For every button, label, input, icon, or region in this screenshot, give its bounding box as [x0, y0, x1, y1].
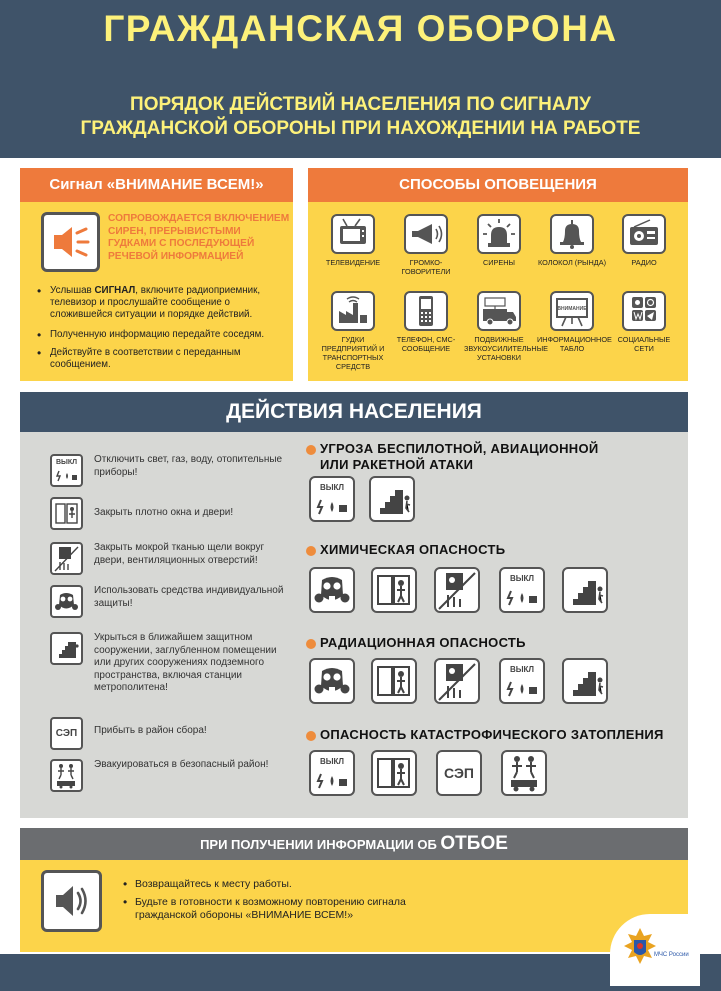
notif-item-radio: [609, 214, 679, 267]
legend-text: Прибыть в район сбора!: [94, 725, 207, 736]
threat-heading-radiation: РАДИАЦИОННАЯ ОПАСНОСТЬ: [306, 635, 526, 651]
legend-text: Использовать средства индивидуальной защиты!: [94, 585, 284, 609]
seal-gaps-icon: [434, 567, 480, 613]
gas-mask-icon: [50, 585, 83, 618]
gas-mask-icon: [309, 567, 355, 613]
all-clear-heading: ПРИ ПОЛУЧЕНИИ ИНФОРМАЦИИ ОБ ОТБОЕ: [20, 828, 688, 860]
mchs-emblem-icon: [620, 924, 660, 972]
shelter-icon: [369, 476, 415, 522]
legend-text: Закрыть мокрой тканью щели вокруг двери, вентиляционных отверстий!: [94, 542, 265, 566]
population-actions-panel: [20, 392, 688, 818]
sep-icon: СЭП: [436, 750, 482, 796]
board-text: ВНИМАНИЕ: [557, 306, 587, 312]
close-windows-icon: [371, 567, 417, 613]
social-networks-icon: [622, 291, 666, 331]
legend-text: Укрыться в ближайшем защитном сооружении, заглубленном помещении или других сооружениях подземного пространства, включая станции метрополитена!: [94, 632, 277, 693]
page-subtitle: [0, 93, 721, 141]
notif-item-sound-trucks: [464, 291, 549, 362]
close-windows-icon: [371, 750, 417, 796]
signal-panel: [20, 168, 293, 381]
notif-item-social: [609, 291, 679, 353]
switch-off-icon: ВЫКЛ: [309, 750, 355, 796]
all-clear-bullet-1: • Возвращайтесь к месту работы.: [123, 878, 453, 891]
threat-heading-attack: УГРОЗА БЕСПИЛОТНОЙ, АВИАЦИОННОЙ ИЛИ РАКЕТНОЙ АТАКИ: [306, 441, 599, 473]
switch-off-icon: ВЫКЛ: [50, 454, 83, 487]
notif-label: СИРЕНЫ: [483, 258, 515, 267]
all-clear-bullet-2: • Будьте в готовности к возможному повторению сигнала гражданской обороны «ВНИМАНИЕ ВСЕМ!»: [123, 896, 453, 922]
threat-heading-flood: ОПАСНОСТЬ КАТАСТРОФИЧЕСКОГО ЗАТОПЛЕНИЯ: [306, 727, 664, 743]
signal-bullet-1: • Услышав СИГНАЛ, включите радиоприемник, телевизор и прослушайте сообщение о сложившейся ситуации и порядке действий.: [38, 285, 288, 321]
notif-item-info-board: [537, 291, 612, 353]
notif-item-tv: [318, 214, 388, 267]
info-board-icon: [550, 291, 594, 331]
subtitle-line-2: ГРАЖДАНСКОЙ ОБОРОНЫ ПРИ НАХОЖДЕНИИ НА РАБОТЕ: [80, 118, 641, 139]
legend-text: Отключить свет, газ, воду, отопительные приборы!: [94, 454, 283, 478]
signal-bullet-2: • Полученную информацию передайте соседям.: [38, 329, 288, 341]
notif-label: СОЦИАЛЬНЫЕ СЕТИ: [617, 335, 671, 353]
notif-label: ГРОМКО-ГОВОРИТЕЛИ: [401, 258, 451, 276]
gas-mask-icon: [309, 658, 355, 704]
close-windows-icon: [50, 497, 83, 530]
tv-icon: [331, 214, 375, 254]
legend-text: Эвакуироваться в безопасный район!: [94, 759, 269, 770]
notif-label: ПОДВИЖНЫЕ ЗВУКОУСИЛИТЕЛЬНЫЕ УСТАНОВКИ: [464, 335, 549, 362]
subtitle-line-1: ПОРЯДОК ДЕЙСТВИЙ НАСЕЛЕНИЯ ПО СИГНАЛУ: [130, 94, 591, 115]
notif-item-bell: [537, 214, 607, 267]
bullet-dot: [306, 731, 316, 741]
actions-heading: ДЕЙСТВИЯ НАСЕЛЕНИЯ: [20, 392, 688, 432]
sep-icon: СЭП: [50, 717, 83, 750]
notif-label: КОЛОКОЛ (РЫНДА): [537, 258, 607, 267]
factory-horn-icon: [331, 291, 375, 331]
emblem-caption: МЧС России: [654, 952, 689, 958]
threat-heading-chemical: ХИМИЧЕСКАЯ ОПАСНОСТЬ: [306, 542, 505, 558]
notif-item-horns: [318, 291, 388, 371]
seal-gaps-icon: [434, 658, 480, 704]
notification-heading: СПОСОБЫ ОПОВЕЩЕНИЯ: [308, 168, 688, 202]
notif-label: ИНФОРМАЦИОННОЕ ТАБЛО: [537, 335, 612, 353]
notif-item-sirens: [464, 214, 534, 267]
siren-icon: [477, 214, 521, 254]
speaker-icon: [41, 870, 102, 932]
switch-off-icon: ВЫКЛ: [309, 476, 355, 522]
close-windows-icon: [371, 658, 417, 704]
notif-label: ГУДКИ ПРЕДПРИЯТИЙ И ТРАНСПОРТНЫХ СРЕДСТВ: [321, 335, 385, 371]
notif-label: РАДИО: [631, 258, 657, 267]
all-clear-panel: [20, 828, 688, 952]
notif-item-phone: [391, 291, 461, 353]
legend-text: Закрыть плотно окна и двери!: [94, 507, 234, 518]
switch-off-icon: ВЫКЛ: [499, 567, 545, 613]
bell-icon: [550, 214, 594, 254]
notif-label: ТЕЛЕФОН, СМС-СООБЩЕНИЕ: [396, 335, 456, 353]
sound-truck-icon: [477, 291, 521, 331]
loudspeaker-icon: [404, 214, 448, 254]
notification-methods-panel: [308, 168, 688, 381]
seal-gaps-icon: [50, 542, 83, 575]
switch-off-icon: ВЫКЛ: [499, 658, 545, 704]
evacuate-icon: [501, 750, 547, 796]
bullet-dot: [306, 445, 316, 455]
shelter-icon: [50, 632, 83, 665]
signal-bullet-3: • Действуйте в соответствии с переданным сообщением.: [38, 347, 288, 371]
phone-icon: [404, 291, 448, 331]
signal-heading: Сигнал «ВНИМАНИЕ ВСЕМ!»: [20, 168, 293, 202]
siren-speaker-icon: [41, 212, 100, 272]
shelter-icon: [562, 658, 608, 704]
shelter-icon: [562, 567, 608, 613]
bullet-dot: [306, 639, 316, 649]
header-banner: [0, 0, 721, 158]
evacuate-icon: [50, 759, 83, 792]
notif-label: ТЕЛЕВИДЕНИЕ: [325, 258, 381, 267]
siren-description: СОПРОВОЖДАЕТСЯ ВКЛЮЧЕНИЕМ СИРЕН, ПРЕРЫВИСТЫМИ ГУДКАМИ С ПОСЛЕДУЮЩЕЙ РЕЧЕВОЙ ИНФОРМАЦИЕЙ: [108, 213, 290, 262]
notif-item-loudspeakers: [391, 214, 461, 276]
radio-icon: [622, 214, 666, 254]
page-title: ГРАЖДАНСКАЯ ОБОРОНА: [103, 8, 618, 49]
emchs-emblem: [610, 914, 700, 986]
bullet-dot: [306, 546, 316, 556]
